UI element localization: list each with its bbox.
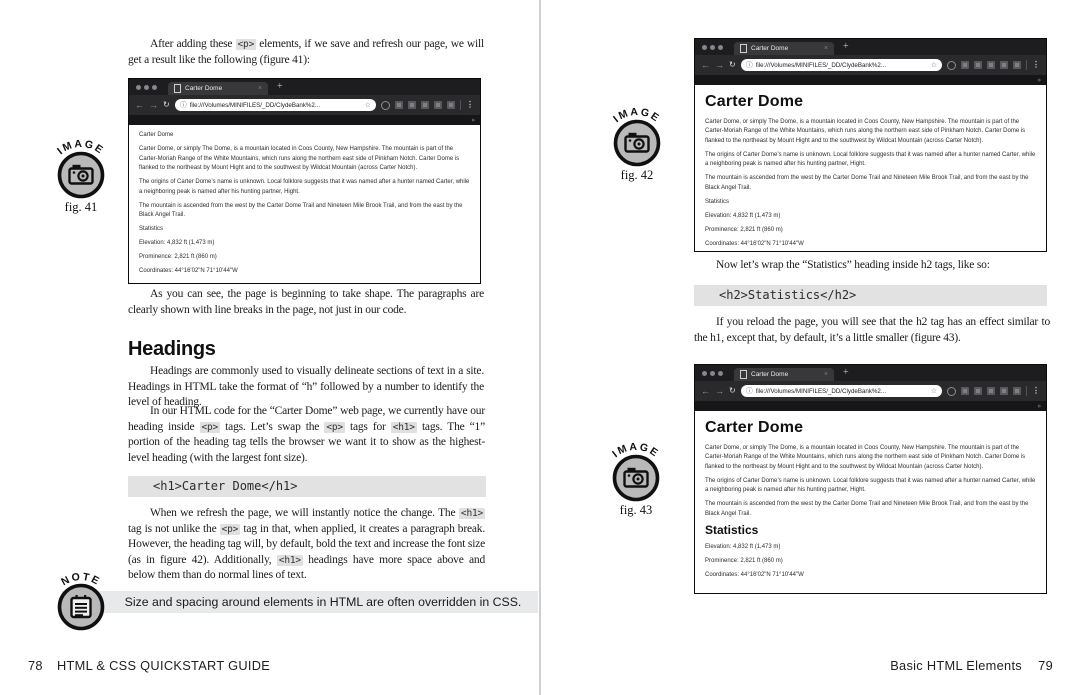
- url-text: file:///Volumes/MINIFILES/_DD/ClydeBank%2...: [755, 61, 887, 69]
- extension-icon: [408, 101, 416, 109]
- inline-code-h1-tag: <h1>: [278, 554, 301, 566]
- traffic-light-icon: [136, 85, 141, 90]
- menu-icon: ⋮: [1032, 60, 1040, 69]
- forward-icon: →: [149, 99, 158, 110]
- figure-42-label: fig. 42: [620, 168, 654, 182]
- address-bar: [741, 59, 942, 71]
- bookmarks-strip: [129, 115, 480, 125]
- paragraph: The mountain is ascended from the west by the Carter Dome Trail and Nineteen Mile Brook Trail, and from the east by the Black Angel Trail.: [705, 175, 1029, 191]
- paragraph: Carter Dome, or simply The Dome, is a mountain located in Coos County, New Hampshire. The mountain is part of the Carter-Moriah Range of the White Mountains, which runs along the northern east side of Pinkham Notch. Carter Dome is flanked to the northeast by Mount Hight and to the southwest by Wildcat Mountain (across Carter Notch).: [705, 444, 1026, 470]
- text-segment: After adding these: [150, 38, 236, 50]
- tab-close-icon: ×: [824, 44, 828, 52]
- address-bar: [741, 385, 942, 397]
- right-footer-page-number: 79: [1038, 658, 1053, 673]
- extension-icon: [1013, 61, 1021, 69]
- left-footer-page-number: 78: [28, 658, 43, 673]
- extension-icon: [961, 387, 969, 395]
- address-bar: [175, 99, 376, 111]
- traffic-light-icon: [702, 45, 707, 50]
- inline-code-p-tag: <p>: [201, 421, 219, 433]
- info-icon: ⓘ: [179, 100, 187, 109]
- new-tab-icon: +: [277, 81, 283, 92]
- figure-42-browser-screenshot: [694, 38, 1047, 252]
- left-footer-book-title: HTML & CSS QUICKSTART GUIDE: [57, 658, 271, 673]
- back-icon: ←: [701, 385, 710, 396]
- page-icon: [740, 370, 747, 379]
- toolbar-separator: [1026, 386, 1027, 396]
- bookmark-star-icon: ☆: [930, 386, 937, 395]
- page-title-text: Carter Dome: [139, 132, 174, 138]
- extension-icon: [974, 387, 982, 395]
- inline-code-p-tag: <p>: [237, 39, 255, 50]
- stat-line: Prominence: 2,821 ft (860 m): [705, 226, 783, 233]
- statistics-h2-heading: Statistics: [705, 522, 759, 537]
- right-footer-section-title: Basic HTML Elements: [890, 658, 1022, 673]
- stat-line: Prominence: 2,821 ft (860 m): [139, 254, 217, 260]
- info-icon: ⓘ: [745, 386, 753, 395]
- stat-line: Elevation: 4,832 ft (1,473 m): [705, 212, 781, 219]
- note-badge: [45, 550, 117, 634]
- reload-icon: ↻: [729, 386, 736, 395]
- toolbar-separator: [1026, 60, 1027, 70]
- code-text: <h2>Statistics</h2>: [719, 288, 857, 302]
- text-segment: In our HTML code for the “Carter Dome” web page, we currently have our heading inside: [128, 405, 485, 433]
- wrap-statistics-paragraph: Now let’s wrap the “Statistics” heading inside h2 tags, like so:: [716, 259, 990, 271]
- stat-line: Elevation: 4,832 ft (1,473 m): [139, 240, 215, 246]
- code-snippet-h1: [128, 476, 486, 497]
- paragraph: The origins of Carter Dome’s name is unknown. Local folklore suggests that it was named after a hunter named Carter, while a neighboring peak is named after his hunting partner, Hight.: [139, 179, 470, 195]
- image-badge-fig42: [601, 95, 673, 167]
- back-icon: ←: [135, 99, 144, 110]
- badge-arc-label: IMAGE: [611, 105, 663, 126]
- badge-arc-label: NOTE: [59, 570, 103, 589]
- badge-circle: [615, 457, 658, 500]
- paragraph: Carter Dome, or simply The Dome, is a mountain located in Coos County, New Hampshire. The mountain is part of the Carter-Moriah Range of the White Mountains, which runs along the northern east side of Pinkham Notch. Carter Dome is flanked to the northeast by Mount Hight and to the southwest by Wildcat Mountain (across Carter Notch).: [705, 118, 1026, 144]
- stat-line: Coordinates: 44°16'02"N 71°10'44"W: [139, 268, 238, 274]
- tab-close-icon: ×: [824, 370, 828, 378]
- bookmark-star-icon: ☆: [364, 100, 371, 109]
- extension-icon: [1000, 387, 1008, 395]
- refresh-paragraph: [128, 506, 485, 584]
- extension-icon: [1013, 387, 1021, 395]
- profile-icon: [947, 387, 956, 396]
- inline-code-p-tag: <p>: [221, 523, 239, 535]
- extension-icon: [961, 61, 969, 69]
- browser-tab: [734, 368, 834, 381]
- statistics-label: Statistics: [705, 198, 730, 205]
- reload-paragraph: If you reload the page, you will see that the h2 tag has an effect similar to the h1, except that, by default, it’s a little smaller (figure 43).: [694, 316, 1050, 344]
- extension-icon: [395, 101, 403, 109]
- code-snippet-h2: [694, 285, 1047, 306]
- url-text: file:///Volumes/MINIFILES/_DD/ClydeBank%2...: [189, 101, 321, 109]
- profile-icon: [947, 61, 956, 70]
- paragraph: The mountain is ascended from the west by the Carter Dome Trail and Nineteen Mile Brook Trail, and from the east by the Black Angel Trail.: [139, 202, 463, 218]
- tab-title: Carter Dome: [185, 85, 223, 92]
- section-heading: Headings: [128, 338, 216, 360]
- badge-circle: [60, 154, 103, 197]
- extension-icon: [434, 101, 442, 109]
- page-icon: [740, 44, 747, 53]
- forward-icon: →: [715, 59, 724, 70]
- extension-icon: [421, 101, 429, 109]
- intro-paragraph: [128, 37, 484, 68]
- tab-title: Carter Dome: [751, 371, 789, 378]
- overflow-chevron-icon: »: [1037, 401, 1041, 410]
- text-segment: tags. Let’s swap the: [220, 420, 325, 433]
- reload-icon: ↻: [163, 100, 170, 109]
- info-icon: ⓘ: [745, 60, 753, 69]
- paragraph: The origins of Carter Dome’s name is unknown. Local folklore suggests that it was named after a hunter named Carter, while a neighboring peak is named after his hunting partner, Hight.: [705, 477, 1036, 494]
- traffic-light-icon: [710, 371, 715, 376]
- tab-title: Carter Dome: [751, 45, 789, 52]
- browser-tab: [168, 82, 268, 95]
- bookmark-star-icon: ☆: [930, 60, 937, 69]
- extension-icon: [974, 61, 982, 69]
- badge-circle: [616, 122, 659, 165]
- browser-tab-bar: [129, 79, 480, 95]
- badge-arc-label: IMAGE: [55, 137, 107, 158]
- stat-line: Coordinates: 44°16'02"N 71°10'44"W: [705, 240, 804, 247]
- browser-tab-bar: [695, 39, 1046, 55]
- figure-41-browser-screenshot: [128, 78, 481, 284]
- text-segment: When we refresh the page, we will instantly notice the change. The: [150, 507, 459, 519]
- page-gutter-divider: [539, 0, 541, 695]
- menu-icon: ⋮: [466, 100, 474, 109]
- text-segment: tag in that, when applied, it creates a paragraph break. However, the heading tag will, by default, bold the text and increase the font size (as in figure 42). Additionally,: [128, 522, 485, 566]
- reload-icon: ↻: [729, 60, 736, 69]
- paragraph: The mountain is ascended from the west by the Carter Dome Trail and Nineteen Mile Brook Trail, and from the east by the Black Angel Trail.: [705, 501, 1029, 517]
- paragraph: Carter Dome, or simply The Dome, is a mountain located in Coos County, New Hampshire. The mountain is part of the Carter-Moriah Range of the White Mountains, which runs along the northern east side of Pinkham Notch. Carter Dome is flanked to the northeast by Mount Hight and to the southwest by Wildcat Mountain (across Carter Notch).: [139, 146, 460, 171]
- page-h1-title: Carter Dome: [705, 93, 804, 110]
- browser-toolbar: [695, 55, 1046, 75]
- profile-icon: [381, 101, 390, 110]
- text-segment: tags. The “1” portion of the heading tag tells the browser we want it to show as the highest-level heading (with the largest font size).: [128, 420, 485, 464]
- new-tab-icon: +: [843, 367, 849, 378]
- figure-43-browser-screenshot: [694, 364, 1047, 594]
- stat-line: Prominence: 2,821 ft (860 m): [705, 557, 783, 564]
- back-icon: ←: [701, 59, 710, 70]
- text-segment: headings have more space above and below them than do normal lines of text.: [128, 553, 485, 581]
- browser-tab: [734, 42, 834, 55]
- headings-paragraph-1: Headings are commonly used to visually delineate sections of text in a site. Headings in HTML take the format of “h” followed by a number to identify the level of heading.: [128, 365, 484, 408]
- traffic-light-icon: [144, 85, 149, 90]
- figure-43-label: fig. 43: [619, 503, 653, 517]
- code-text: <h1>Carter Dome</h1>: [153, 479, 298, 493]
- image-badge-fig41: [45, 127, 117, 199]
- text-segment: tags for: [344, 420, 391, 433]
- bookmarks-strip: [695, 401, 1046, 411]
- overflow-chevron-icon: »: [471, 115, 475, 124]
- extension-icon: [447, 101, 455, 109]
- forward-icon: →: [715, 385, 724, 396]
- rendered-page-content: [695, 85, 1046, 251]
- traffic-light-icon: [718, 45, 723, 50]
- traffic-light-icon: [718, 371, 723, 376]
- tab-close-icon: ×: [258, 84, 262, 92]
- rendered-page-content: [129, 125, 480, 283]
- traffic-light-icon: [702, 371, 707, 376]
- browser-toolbar: [695, 381, 1046, 401]
- text-segment: tag is not unlike the: [128, 522, 220, 535]
- inline-code-p-tag: <p>: [326, 421, 343, 433]
- extension-icon: [1000, 61, 1008, 69]
- paragraph: The origins of Carter Dome’s name is unknown. Local folklore suggests that it was named after a hunter named Carter, while a neighboring peak is named after his hunting partner, Hight.: [705, 151, 1036, 168]
- figure-41-label: fig. 41: [64, 200, 98, 214]
- menu-icon: ⋮: [1032, 386, 1040, 395]
- after-figure-paragraph: As you can see, the page is beginning to take shape. The paragraphs are clearly shown with line breaks in the page, not just in our code.: [128, 288, 484, 316]
- inline-code-h1-tag: <h1>: [460, 508, 483, 519]
- page-h1-title: Carter Dome: [705, 419, 804, 436]
- image-badge-fig43: [600, 430, 672, 502]
- overflow-chevron-icon: »: [1037, 75, 1041, 84]
- text-segment: elements, if we save and refresh our page, we will get a result like the following (figure 41):: [128, 38, 484, 66]
- statistics-label: Statistics: [139, 226, 164, 232]
- stat-line: Coordinates: 44°16'02"N 71°10'44"W: [705, 571, 804, 578]
- rendered-page-content: [695, 411, 1046, 593]
- browser-tab-bar: [695, 365, 1046, 381]
- traffic-light-icon: [152, 85, 157, 90]
- badge-arc-label: IMAGE: [610, 440, 662, 461]
- new-tab-icon: +: [843, 41, 849, 52]
- url-text: file:///Volumes/MINIFILES/_DD/ClydeBank%2...: [755, 387, 887, 395]
- note-text: Size and spacing around elements in HTML are often overridden in CSS.: [124, 595, 522, 609]
- traffic-light-icon: [710, 45, 715, 50]
- page-icon: [174, 84, 181, 93]
- extension-icon: [987, 61, 995, 69]
- inline-code-h1-tag: <h1>: [392, 421, 415, 433]
- stat-line: Elevation: 4,832 ft (1,473 m): [705, 543, 781, 550]
- notepad-icon: [72, 595, 91, 617]
- browser-toolbar: [129, 95, 480, 115]
- extension-icon: [987, 387, 995, 395]
- headings-paragraph-2: [128, 404, 485, 466]
- note-callout: [62, 591, 538, 613]
- bookmarks-strip: [695, 75, 1046, 85]
- toolbar-separator: [460, 100, 461, 110]
